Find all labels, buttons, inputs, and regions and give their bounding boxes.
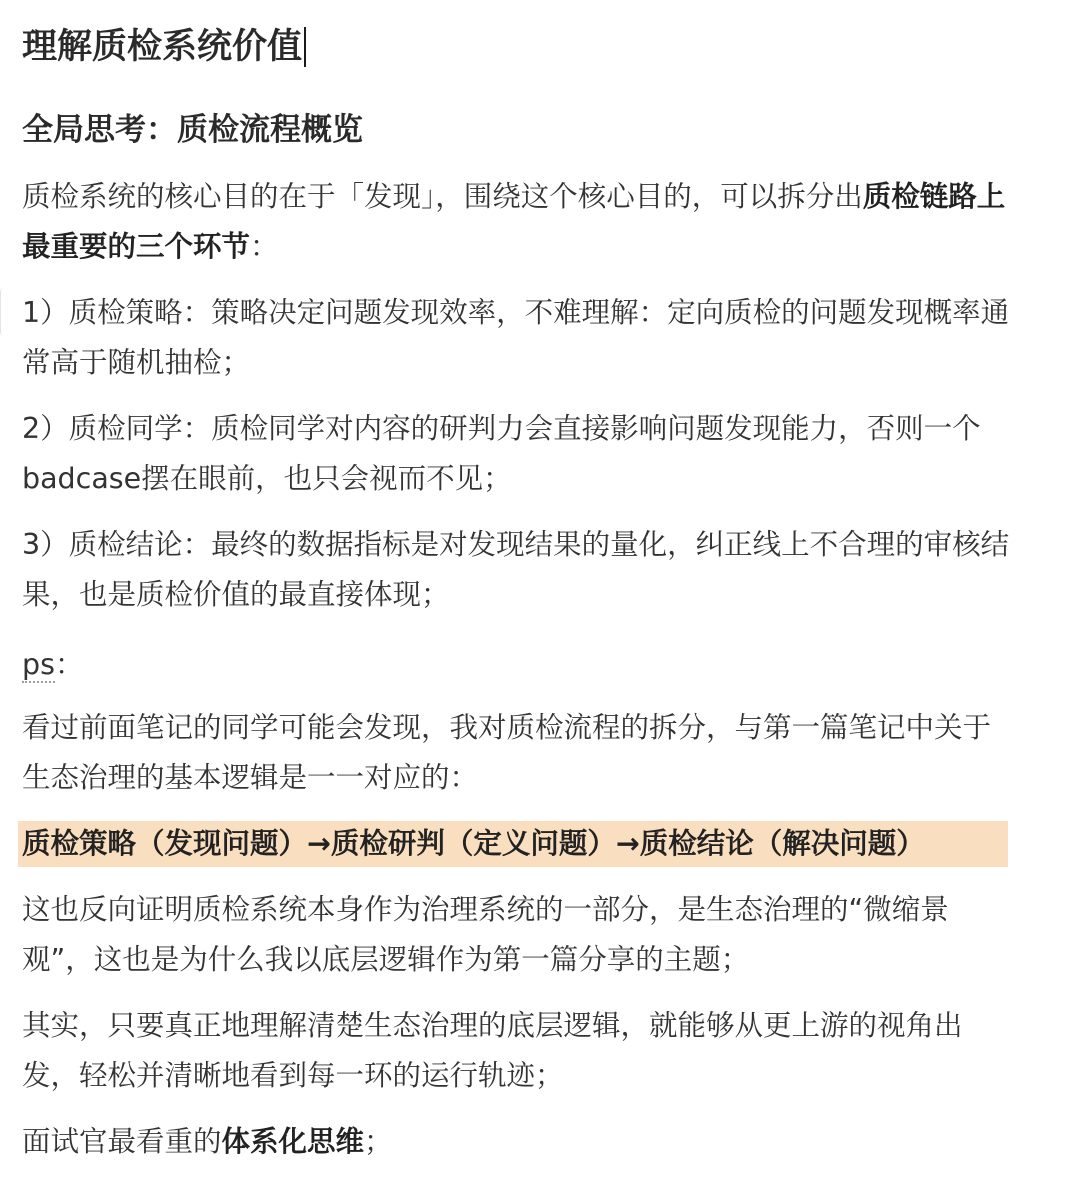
list-item-line: badcase摆在眼前，也只会视而不见； [22,462,512,495]
list-item-line: 果，也是质检价值的最直接体现； [22,578,450,611]
insight-paragraph [22,1001,963,1101]
ps-label [22,640,83,690]
ps-line: 看过前面笔记的同学可能会发现，我对质检流程的拆分，与第一篇笔记中关于 [22,711,992,744]
list-item-line: 3）质检结论：最终的数据指标是对发现结果的量化，纠正线上不合理的审核结 [22,528,1010,561]
highlighted-flow-text: 质检策略（发现问题）→质检研判（定义问题）→质检结论（解决问题） [22,827,925,860]
intro-bold-text-2: 最重要的三个环节 [22,230,251,263]
block-drag-handle[interactable] [0,288,9,336]
ps-word[interactable]: ps [22,648,55,681]
intro-colon: ： [250,230,279,263]
document-title[interactable] [22,24,306,70]
list-item-line: 1）质检策略：策略决定问题发现效率，不难理解：定向质检的问题发现概率通 [22,296,1010,329]
insight-line: 发，轻松并清晰地看到每一环的运行轨迹； [22,1059,564,1092]
closing-line [22,1117,393,1167]
list-item-line: 常高于随机抽检； [22,346,251,379]
list-item-strategy [22,288,1009,388]
proof-line: 观”，这也是为什么我以底层逻辑作为第一篇分享的主题； [22,943,750,976]
section-heading: 全局思考：质检流程概览 [22,112,363,148]
insight-line: 其实，只要真正地理解清楚生态治理的底层逻辑，就能够从更上游的视角出 [22,1009,963,1042]
proof-paragraph [22,885,949,985]
closing-bold-text: 体系化思维 [221,1125,365,1158]
closing-paragraph [22,1117,393,1167]
ps-colon: ： [54,648,84,681]
text-cursor [304,27,306,67]
list-item-line: 2）质检同学：质检同学对内容的研判力会直接影响问题发现能力，否则一个 [22,412,981,445]
proof-line: 这也反向证明质检系统本身作为治理系统的一部分，是生态治理的“微缩景 [22,893,949,926]
document-title-text: 理解质检系统价值 [22,27,303,67]
intro-line-1 [22,172,1005,222]
list-item-inspector [22,404,981,504]
intro-paragraph [22,172,1005,272]
ps-line: 生态治理的基本逻辑是一一对应的： [22,761,479,794]
closing-tail: ； [364,1125,393,1158]
ps-paragraph [22,703,991,803]
intro-line-2 [22,222,1005,272]
intro-bold-text: 质检链路上 [862,180,1006,213]
closing-text: 面试官最看重的 [22,1125,222,1158]
intro-text: 质检系统的核心目的在于「发现」，围绕这个核心目的，可以拆分出 [22,180,863,213]
list-item-conclusion [22,520,1009,620]
